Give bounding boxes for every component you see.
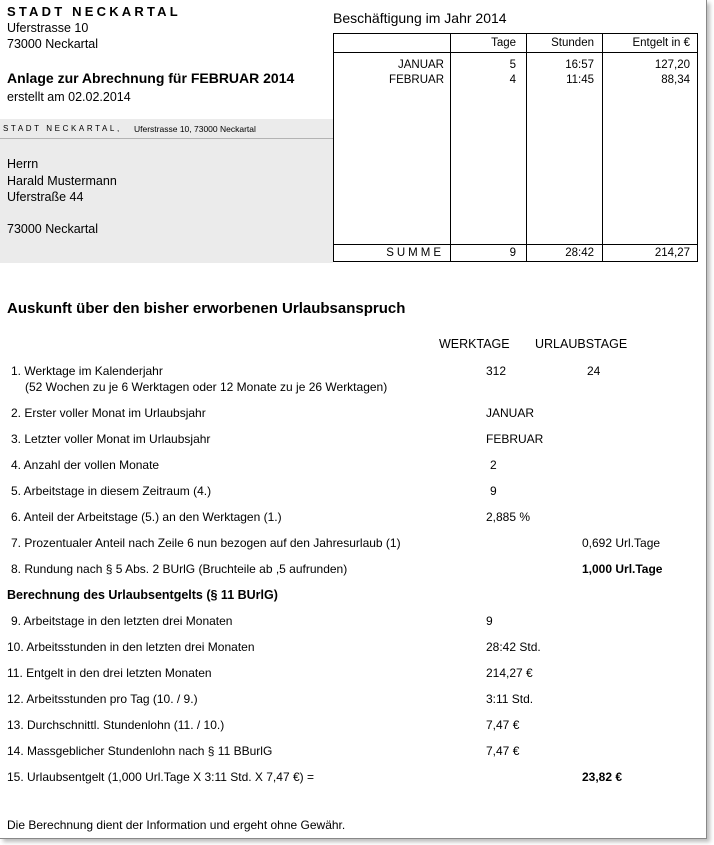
col-header-werktage: WERKTAGE (439, 337, 510, 351)
recipient-street: Uferstraße 44 (7, 190, 84, 204)
vacation-section-title: Auskunft über den bisher erworbenen Urlaubsanspruch (7, 300, 406, 317)
calc-row-label: 12. Arbeitsstunden pro Tag (10. / 9.) (7, 692, 198, 706)
vacation-row-value: 2 (490, 458, 497, 472)
table-row-stunden: 11:45 (566, 74, 594, 86)
table-row-month: FEBRUAR (389, 74, 444, 86)
calc-row-label: 15. Urlaubsentgelt (1,000 Url.Tage X 3:11 Std. X 7,47 €) = (7, 770, 314, 784)
calc-row-label: 11. Entgelt in den drei letzten Monaten (7, 666, 212, 680)
vacation-row-label: 7. Prozentualer Anteil nach Zeile 6 nun bezogen auf den Jahresurlaub (1) (11, 536, 401, 550)
document-title: Anlage zur Abrechnung für FEBRUAR 2014 (7, 70, 295, 86)
recipient-name: Harald Mustermann (7, 174, 117, 188)
calc-row-value: 214,27 € (486, 666, 533, 680)
sum-entgelt: 214,27 (654, 247, 690, 259)
calc-row-label: 14. Massgeblicher Stundenlohn nach § 11 BBurlG (7, 744, 273, 758)
sum-label: SUMME (386, 247, 444, 259)
vacation-row-label: 1. Werktage im Kalenderjahr (11, 364, 163, 378)
employer-city: 73000 Neckartal (7, 37, 99, 51)
calc-row-label: 10. Arbeitsstunden in den letzten drei Monaten (7, 640, 255, 654)
table-row-entgelt: 88,34 (661, 74, 690, 86)
table-row-tage: 4 (509, 74, 516, 86)
vacation-row-value2: 1,000 Url.Tage (582, 562, 663, 576)
vacation-row-value2: 0,692 Url.Tage (582, 536, 661, 550)
footer-disclaimer: Die Berechnung dient der Information und ergeht ohne Gewähr. (7, 818, 346, 832)
col-header-tage: Tage (491, 37, 516, 49)
vacation-row-value2: 24 (587, 364, 601, 378)
sum-stunden: 28:42 (565, 247, 594, 259)
recipient-salutation: Herrn (7, 157, 39, 171)
recipient-city: 73000 Neckartal (7, 222, 99, 236)
vacation-row-label: 6. Anteil der Arbeitstage (5.) an den Werktagen (1.) (11, 510, 282, 524)
table-row-stunden: 16:57 (565, 59, 594, 71)
vacation-row-label: 2. Erster voller Monat im Urlaubsjahr (11, 406, 206, 420)
table-row-tage: 5 (509, 59, 516, 71)
calc-row-label: 9. Arbeitstage in den letzten drei Monaten (11, 614, 233, 628)
vacation-row-value: 312 (486, 364, 507, 378)
employer-street: Uferstrasse 10 (7, 21, 89, 35)
calculation-section-title: Berechnung des Urlaubsentgelts (§ 11 BUrlG) (7, 588, 278, 602)
vacation-row-sublabel: (52 Wochen zu je 6 Werktagen oder 12 Monate zu je 26 Werktagen) (25, 380, 388, 394)
vacation-row-value: FEBRUAR (486, 432, 544, 446)
vacation-row-value: 9 (490, 484, 497, 498)
vacation-row-label: 8. Rundung nach § 5 Abs. 2 BUrlG (Bruchteile ab ,5 aufrunden) (11, 562, 348, 576)
sum-tage: 9 (509, 247, 516, 259)
calc-row-value2: 23,82 € (582, 770, 623, 784)
calc-row-value: 9 (486, 614, 493, 628)
col-header-stunden: Stunden (551, 37, 594, 49)
document-created-date: erstellt am 02.02.2014 (7, 90, 131, 104)
calc-row-value: 7,47 € (486, 744, 520, 758)
calc-row-value: 7,47 € (486, 718, 520, 732)
sender-line-address: Uferstrasse 10, 73000 Neckartal (134, 124, 256, 134)
col-header-entgelt: Entgelt in € (632, 37, 690, 49)
calc-row-label: 13. Durchschnittl. Stundenlohn (11. / 10.) (7, 718, 225, 732)
vacation-row-label: 5. Arbeitstage in diesem Zeitraum (4.) (11, 484, 212, 498)
vacation-row-label: 4. Anzahl der vollen Monate (11, 458, 160, 472)
table-row-entgelt: 127,20 (654, 59, 690, 71)
employment-table (333, 33, 698, 262)
employment-title: Beschäftigung im Jahr 2014 (333, 10, 507, 26)
table-row-month: JANUAR (397, 59, 444, 71)
col-header-urlaubstage: URLAUBSTAGE (535, 337, 628, 351)
calc-row-value: 28:42 Std. (486, 640, 541, 654)
vacation-row-value: 2,885 % (486, 510, 531, 524)
vacation-row-value: JANUAR (486, 406, 535, 420)
vacation-row-label: 3. Letzter voller Monat im Urlaubsjahr (11, 432, 211, 446)
employer-name: STADT NECKARTAL (7, 4, 181, 19)
calc-row-value: 3:11 Std. (486, 692, 534, 706)
sender-line-name: STADT NECKARTAL, (3, 124, 122, 133)
